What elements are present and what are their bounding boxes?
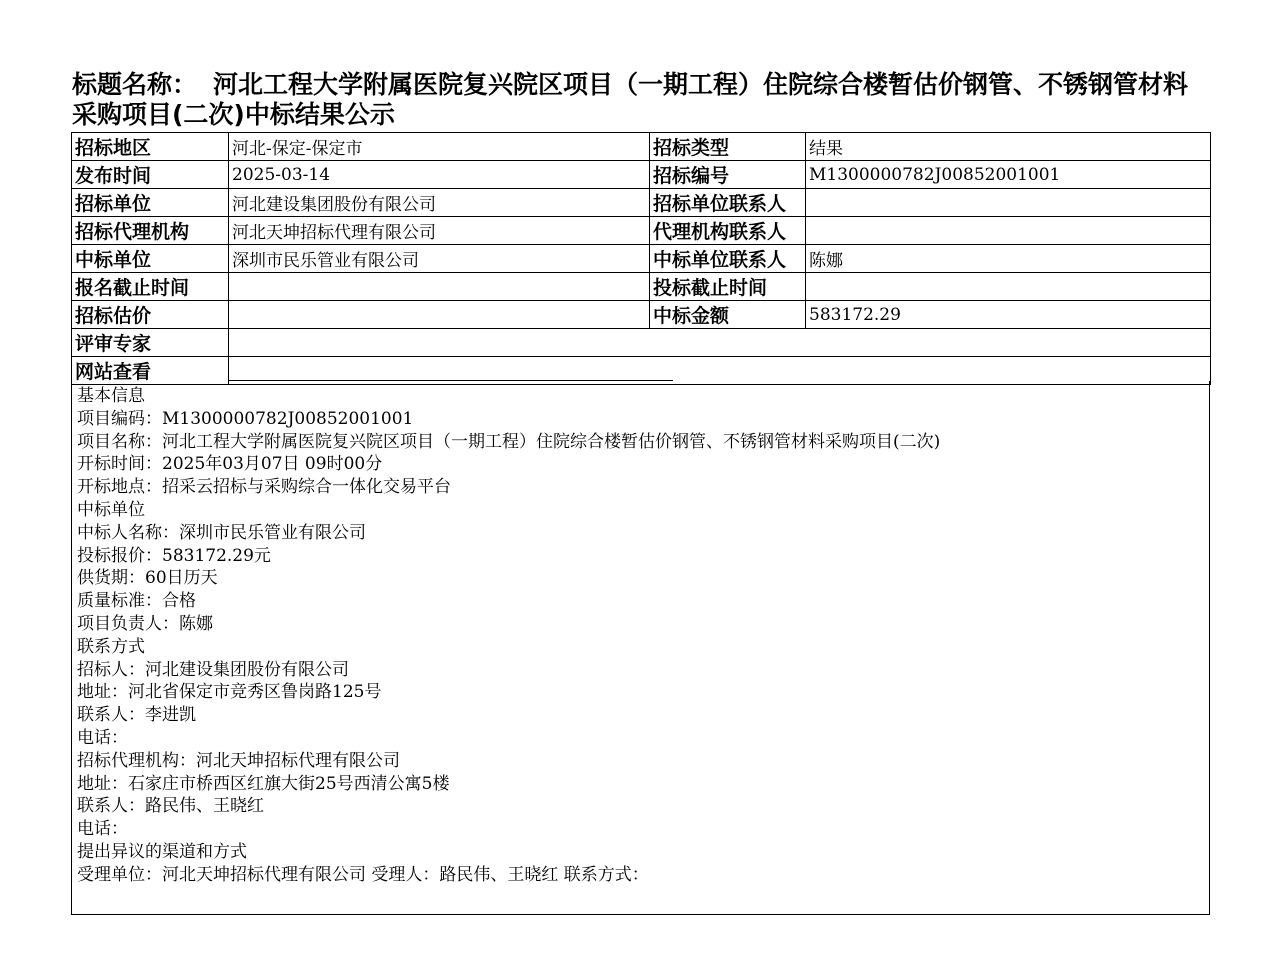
region-label: 招标地区 [72,133,229,161]
body-line: 质量标准：合格 [77,591,196,612]
amount-value: 583172.29 [806,301,1211,329]
body-line: 基本信息 [77,386,145,406]
body-line: 项目名称：河北工程大学附属医院复兴院区项目（一期工程）住院综合楼暂估价钢管、不锈钢管材料采购项目(二次) [77,431,941,452]
announcement-body [71,381,1210,915]
winner-label: 中标单位 [72,245,229,273]
agency-value: 河北天坤招标代理有限公司 [229,217,650,245]
experts-label: 评审专家 [72,329,229,357]
body-line: 招标代理机构：河北天坤招标代理有限公司 [77,750,400,771]
body-line: 联系方式 [77,636,145,657]
agency-label: 招标代理机构 [72,217,229,245]
body-line: 项目负责人：陈娜 [77,613,213,634]
bid-deadline-label: 投标截止时间 [650,273,806,301]
tenderer-label: 招标单位 [72,189,229,217]
body-line: 地址：石家庄市桥西区红旗大街25号西清公寓5楼 [77,773,450,794]
tenderer-contact-label: 招标单位联系人 [650,189,806,217]
body-line: 受理单位：河北天坤招标代理有限公司 受理人：路民伟、王晓红 联系方式： [77,864,649,885]
body-line: 联系人：李进凯 [77,705,196,726]
body-line: 中标单位 [77,499,145,520]
tenderer-value: 河北建设集团股份有限公司 [229,189,650,217]
winner-contact-value: 陈娜 [806,245,1211,273]
website-label: 网站查看 [72,357,229,385]
publish-label: 发布时间 [72,161,229,189]
type-value: 结果 [806,133,1211,161]
body-line: 开标时间：2025年03月07日 09时00分 [77,454,383,475]
body-line: 项目编码：M1300000782J00852001001 [77,408,414,429]
body-line: 招标人：河北建设集团股份有限公司 [77,659,349,680]
body-line: 供货期：60日历天 [77,568,218,589]
experts-value [229,329,1211,357]
body-line: 联系人：路民伟、王晓红 [77,796,264,817]
body-line: 电话： [77,727,128,748]
announcement-text [77,385,1209,887]
table-row [72,133,1211,161]
table-row [72,245,1211,273]
publish-value: 2025-03-14 [229,161,650,189]
winner-value: 深圳市民乐管业有限公司 [229,245,650,273]
agency-contact-value [806,217,1211,245]
winner-contact-label: 中标单位联系人 [650,245,806,273]
agency-contact-label: 代理机构联系人 [650,217,806,245]
table-row [72,301,1211,329]
reg-deadline-label: 报名截止时间 [72,273,229,301]
info-table [71,132,1211,385]
reg-deadline-value [229,273,650,301]
table-row [72,189,1211,217]
estimate-label: 招标估价 [72,301,229,329]
body-line: 开标地点：招采云招标与采购综合一体化交易平台 [77,477,451,498]
tenderer-contact-value [806,189,1211,217]
type-label: 招标类型 [650,133,806,161]
title-text: 河北工程大学附属医院复兴院区项目（一期工程）住院综合楼暂估价钢管、不锈钢管材料采购项目(二次)中标结果公示 [72,70,1189,129]
title-label: 标题名称： [72,70,198,99]
body-line: 投标报价：583172.29元 [77,545,271,566]
table-row [72,217,1211,245]
body-line: 地址：河北省保定市竞秀区鲁岗路125号 [77,682,382,703]
body-line: 中标人名称：深圳市民乐管业有限公司 [77,522,366,543]
bid-deadline-value [806,273,1211,301]
number-value: M1300000782J00852001001 [806,161,1211,189]
table-row [72,273,1211,301]
estimate-value [229,301,650,329]
region-value: 河北-保定-保定市 [229,133,650,161]
body-line: 电话： [77,819,128,840]
body-line: 提出异议的渠道和方式 [77,841,247,862]
number-label: 招标编号 [650,161,806,189]
table-row [72,329,1211,357]
table-row [72,161,1211,189]
page-title [72,70,1212,130]
website-link[interactable] [229,361,673,381]
amount-label: 中标金额 [650,301,806,329]
